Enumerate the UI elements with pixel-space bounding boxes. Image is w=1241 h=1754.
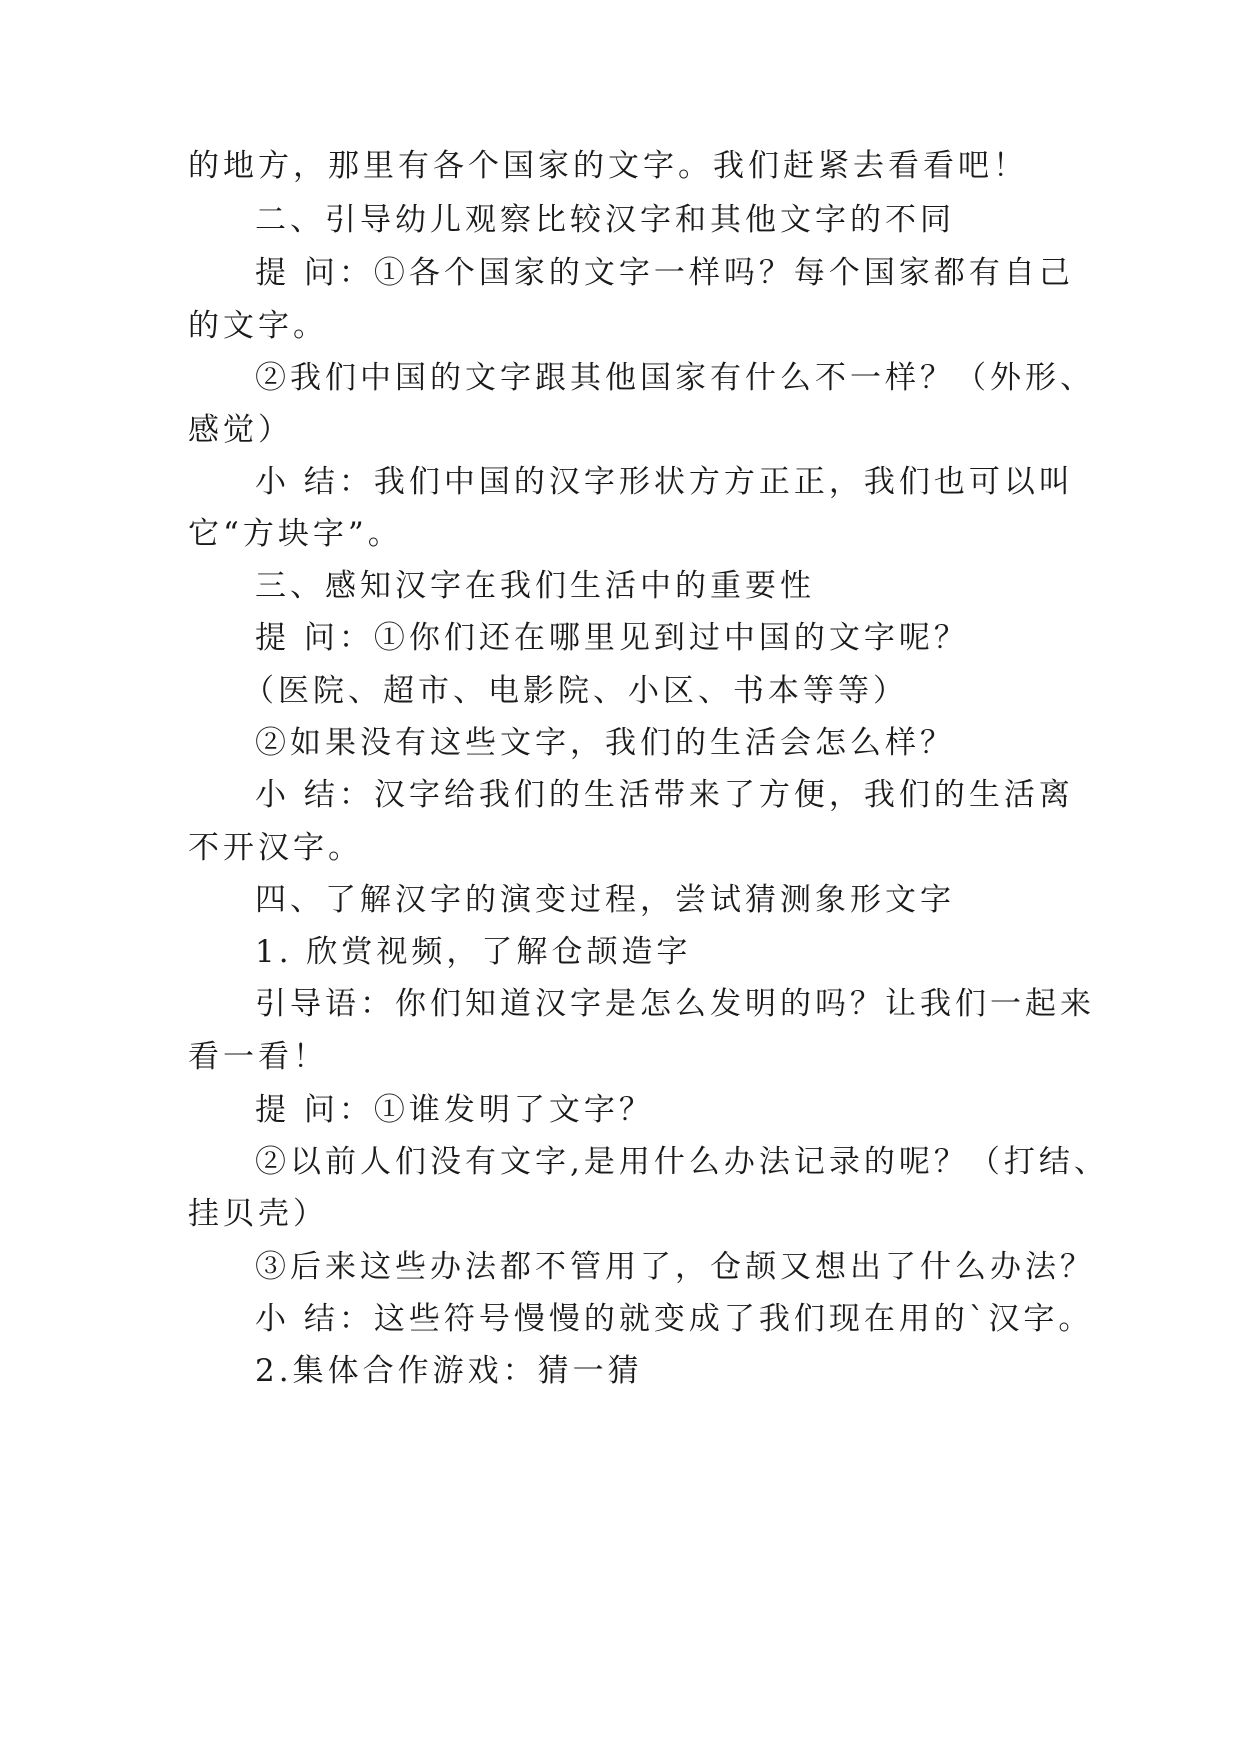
paragraph-line: 看一看！ xyxy=(188,1039,328,1075)
paragraph-line: 小 结：汉字给我们的生活带来了方便，我们的生活离 xyxy=(255,777,1074,813)
paragraph-line: 不开汉字。 xyxy=(188,830,363,866)
subsection-heading: 2.集体合作游戏：猜一猜 xyxy=(255,1353,643,1389)
paragraph-line: （医院、超市、电影院、小区、书本等等） xyxy=(243,673,908,709)
paragraph-line: 提 问：①各个国家的文字一样吗？每个国家都有自己 xyxy=(255,255,1074,291)
section-heading: 二、引导幼儿观察比较汉字和其他文字的不同 xyxy=(255,202,955,238)
paragraph-line: 感觉） xyxy=(188,412,293,448)
subsection-heading: 1. 欣赏视频，了解仓颉造字 xyxy=(255,934,692,970)
paragraph-line: 提 问：①谁发明了文字？ xyxy=(255,1092,654,1128)
paragraph-line: 的地方，那里有各个国家的文字。我们赶紧去看看吧！ xyxy=(188,148,1028,184)
paragraph-line: 提 问：①你们还在哪里见到过中国的文字呢？ xyxy=(255,620,969,656)
paragraph-line: 的文字。 xyxy=(188,308,328,344)
paragraph-line: 挂贝壳） xyxy=(188,1196,328,1232)
paragraph-line: 引导语：你们知道汉字是怎么发明的吗？让我们一起来 xyxy=(255,986,1095,1022)
paragraph-line: 小 结：这些符号慢慢的就变成了我们现在用的`汉字。 xyxy=(255,1301,1094,1337)
paragraph-line: 它“方块字”。 xyxy=(188,516,403,552)
paragraph-line: ②以前人们没有文字,是用什么办法记录的呢？（打结、 xyxy=(255,1144,1109,1180)
paragraph-line: 小 结：我们中国的汉字形状方方正正，我们也可以叫 xyxy=(255,464,1074,500)
paragraph-line: ②我们中国的文字跟其他国家有什么不一样？（外形、 xyxy=(255,360,1095,396)
paragraph-line: ②如果没有这些文字，我们的生活会怎么样？ xyxy=(255,725,955,761)
section-heading: 三、感知汉字在我们生活中的重要性 xyxy=(255,568,815,604)
section-heading: 四、了解汉字的演变过程，尝试猜测象形文字 xyxy=(255,882,955,918)
paragraph-line: ③后来这些办法都不管用了，仓颉又想出了什么办法？ xyxy=(255,1249,1095,1285)
